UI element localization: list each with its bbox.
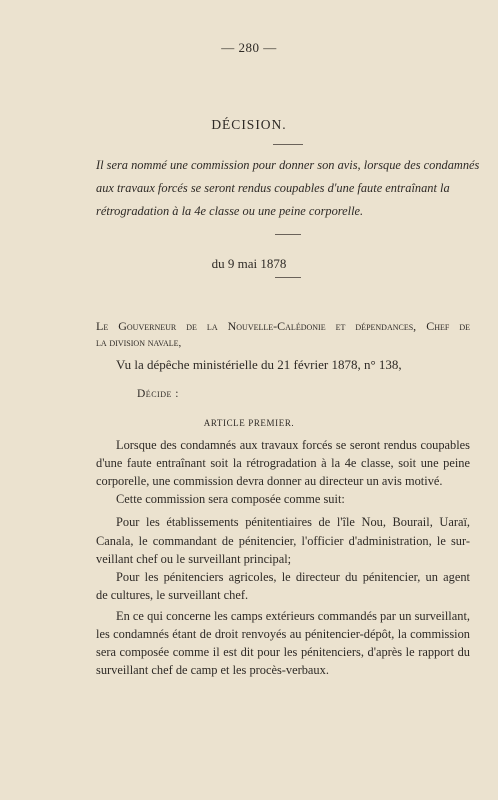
paragraph-line: Canala, le commandant de pénitencier, l'officier d'administration, le sur- (96, 534, 470, 548)
governor-heading-line: la division navale, (96, 337, 182, 349)
paragraph-line: corporelle, une commission devra donner au directeur un avis motivé. (96, 474, 443, 488)
paragraph-line: Pour les établissements pénitentiaires de l'île Nou, Bourail, Uaraï, (116, 515, 470, 529)
paragraph-line: Cette commission sera composée comme suit: (116, 492, 345, 506)
summary-line: rétrogradation à la 4e classe ou une peine corporelle. (96, 204, 364, 218)
date-rule (275, 277, 301, 278)
paragraph-line: Lorsque des condamnés aux travaux forcés se seront rendus coupables (116, 438, 470, 452)
paragraph-line: veillant chef ou le surveillant principal; (96, 552, 292, 566)
page-number: — 280 — (221, 40, 277, 55)
paragraph-line: de cultures, le surveillant chef. (96, 588, 249, 602)
article-heading: ARTICLE PREMIER. (203, 418, 295, 428)
paragraph-line: En ce qui concerne les camps extérieurs commandés par un surveillant, (116, 609, 470, 623)
page-title: DÉCISION. (211, 117, 287, 132)
vu-line: Vu la dépêche ministérielle du 21 février 1878, n° 138, (116, 357, 402, 372)
decision-date: du 9 mai 1878 (211, 256, 287, 271)
summary-line: Il sera nommé une commission pour donner son avis, lorsque des condamnés (96, 158, 480, 172)
governor-heading-line: Le Gouverneur de la Nouvelle-Calédonie et dépendances, Chef de (96, 319, 470, 333)
paragraph-line: surveillant chef de camp et les procès-verbaux. (96, 663, 329, 677)
paragraph-line: Pour les pénitenciers agricoles, le directeur du pénitencier, un agent (116, 570, 470, 584)
paragraph-line: sera composée comme il est dit pour les pénitenciers, d'après le rapport du (96, 645, 470, 659)
paragraph-line: d'une faute entraînant soit la rétrogradation à la 4e classe, soit une peine (96, 456, 470, 470)
paragraph-line: les condamnés étant de droit renvoyés au pénitencier-dépôt, la commission (96, 627, 470, 641)
title-rule (273, 144, 303, 145)
summary-rule (275, 234, 301, 235)
summary-line: aux travaux forcés se seront rendus coupables d'une faute entraînant la (96, 181, 450, 195)
decide-label: Décide : (137, 388, 179, 400)
